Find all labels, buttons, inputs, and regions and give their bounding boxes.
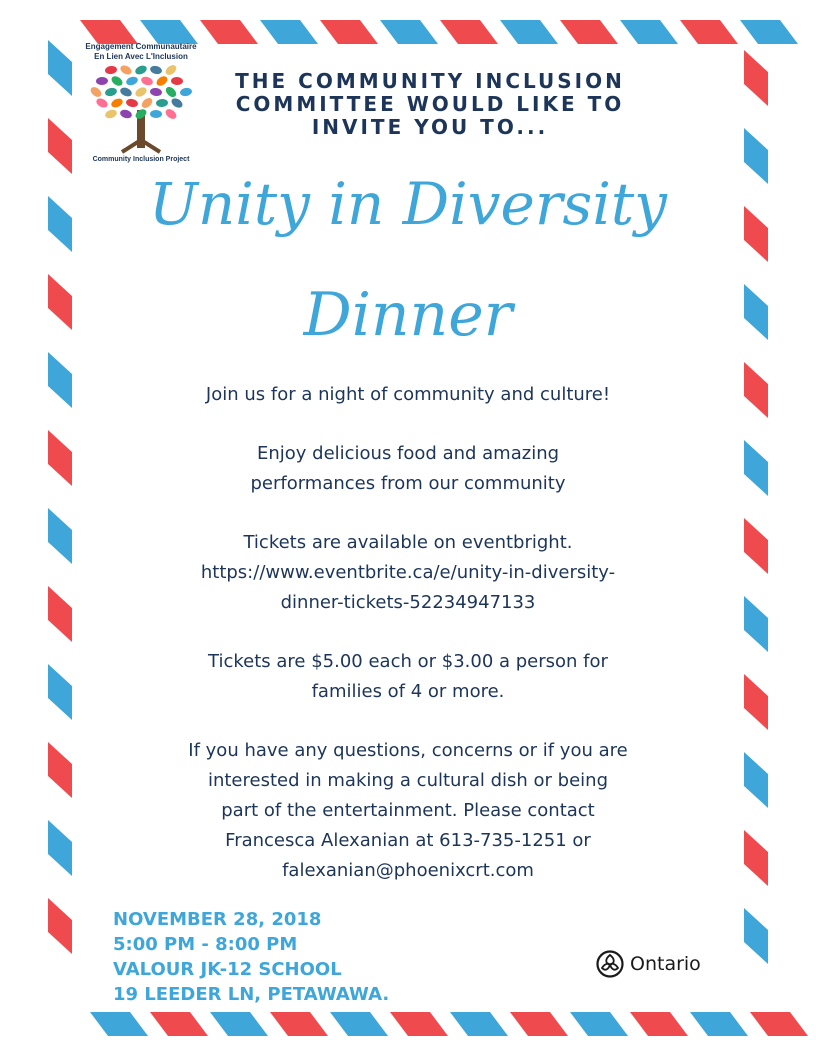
border-stripe [680, 20, 738, 44]
border-stripe [390, 1012, 448, 1036]
border-stripe [744, 674, 768, 730]
border-stripe [48, 118, 72, 174]
prices-paragraph [110, 647, 706, 707]
border-stripe [48, 196, 72, 252]
border-stripe [48, 820, 72, 876]
border-stripe [48, 664, 72, 720]
border-stripe [210, 1012, 268, 1036]
ontario-logo [596, 950, 701, 978]
border-stripe [744, 128, 768, 184]
hand-leaf [164, 63, 178, 77]
event-title-line-1: Unity in Diversity [149, 170, 667, 238]
hand-leaf [164, 107, 178, 121]
border-stripe [620, 20, 678, 44]
event-venue: VALOUR JK-12 SCHOOL [113, 959, 342, 980]
contact-line-1: If you have any questions, concerns or if you are [188, 740, 628, 761]
border-stripe [744, 206, 768, 262]
tickets-paragraph [110, 528, 706, 618]
hand-leaf [140, 96, 154, 110]
prices-line-2: families of 4 or more. [311, 681, 505, 702]
hand-leaf [155, 74, 169, 87]
border-stripe [48, 898, 72, 954]
hand-leaf [156, 99, 169, 108]
hand-leaf [134, 64, 148, 76]
border-stripe [740, 20, 798, 44]
community-inclusion-logo [82, 40, 200, 166]
border-stripe [270, 1012, 328, 1036]
enjoy-paragraph [110, 439, 706, 499]
event-title-line-2: Dinner [303, 280, 513, 350]
border-stripe [744, 752, 768, 808]
hand-leaf [104, 108, 118, 120]
border-stripe [48, 40, 72, 96]
border-stripe [330, 1012, 388, 1036]
border-stripe [260, 20, 318, 44]
ontario-wordmark: Ontario [630, 953, 701, 975]
logo-line-2: En Lien Avec L'Inclusion [94, 52, 188, 61]
logo-caption: Community Inclusion Project [92, 156, 190, 163]
border-stripe [744, 518, 768, 574]
border-stripe [570, 1012, 628, 1036]
contact-email[interactable]: falexanian@phoenixcrt.com [282, 860, 534, 881]
contact-paragraph [110, 736, 706, 886]
border-stripe [744, 596, 768, 652]
border-stripe [440, 20, 498, 44]
border-stripe [450, 1012, 508, 1036]
hand-leaf [89, 85, 103, 99]
hand-leaf [105, 65, 118, 75]
enjoy-line-2: performances from our community [250, 473, 566, 494]
hand-leaf [119, 64, 133, 77]
border-stripe [150, 1012, 208, 1036]
enjoy-line-1: Enjoy delicious food and amazing [256, 443, 560, 464]
border-stripe [750, 1012, 808, 1036]
tickets-line-1: Tickets are available on eventbright. [243, 532, 573, 553]
border-stripe [744, 284, 768, 340]
border-stripe [744, 440, 768, 496]
header-line-1: THE COMMUNITY INCLUSION [235, 69, 625, 93]
hand-leaf [119, 86, 133, 98]
event-details [113, 907, 389, 1007]
hand-leaf [119, 108, 133, 119]
hand-leaf [170, 96, 184, 109]
hand-leaf [164, 85, 178, 99]
contact-line-4: Francesca Alexanian at 613-735-1251 or [225, 830, 591, 851]
border-stripe [744, 908, 768, 964]
hand-leaf [134, 86, 148, 99]
border-stripe [48, 274, 72, 330]
hand-tree-icon [82, 40, 200, 166]
event-address: 19 LEEDER LN, PETAWAWA. [113, 984, 390, 1005]
border-stripe [48, 508, 72, 564]
border-stripe [200, 20, 258, 44]
border-stripe [380, 20, 438, 44]
border-stripe [48, 352, 72, 408]
header-line-2: COMMITTEE WOULD LIKE TO [235, 92, 625, 116]
invitation-header [200, 70, 660, 139]
hand-leaf [149, 65, 162, 75]
hand-leaf [125, 98, 138, 108]
hand-leaf [125, 75, 139, 86]
border-stripe [500, 20, 558, 44]
intro-line: Join us for a night of community and culture! [205, 384, 611, 405]
hand-leaf [104, 87, 118, 98]
border-stripe [630, 1012, 688, 1036]
trillium-icon [596, 950, 624, 978]
border-stripe [510, 1012, 568, 1036]
border-stripe [320, 20, 378, 44]
border-stripe [90, 1012, 148, 1036]
tickets-link-line-2[interactable]: dinner-tickets-52234947133 [280, 592, 536, 613]
intro-paragraph [110, 380, 706, 410]
contact-line-3: part of the entertainment. Please contact [221, 800, 595, 821]
hand-leaf [95, 97, 109, 110]
border-stripe [744, 362, 768, 418]
hand-leaf [110, 97, 124, 109]
hand-leaf [110, 74, 124, 87]
hand-leaf [179, 87, 192, 97]
contact-line-2: interested in making a cultural dish or being [207, 770, 609, 791]
hand-leaf [171, 77, 183, 85]
header-line-3: INVITE YOU TO... [311, 115, 549, 139]
hand-leaf [140, 75, 154, 86]
border-stripe [690, 1012, 748, 1036]
logo-line-1: Engagement Communautaire [85, 42, 197, 51]
hand-leaf [150, 110, 162, 118]
tickets-link-line-1[interactable]: https://www.eventbrite.ca/e/unity-in-diversity- [200, 562, 616, 583]
border-stripe [560, 20, 618, 44]
prices-line-1: Tickets are $5.00 each or $3.00 a person for [208, 651, 608, 672]
border-stripe [744, 50, 768, 106]
border-stripe [744, 830, 768, 886]
hand-leaf [150, 87, 163, 96]
border-stripe [48, 742, 72, 798]
event-date: NOVEMBER 28, 2018 [113, 909, 322, 930]
border-stripe [48, 430, 72, 486]
hand-leaf [96, 77, 108, 86]
border-stripe [48, 586, 72, 642]
event-time: 5:00 PM - 8:00 PM [113, 934, 298, 955]
invitation-body [110, 380, 706, 915]
